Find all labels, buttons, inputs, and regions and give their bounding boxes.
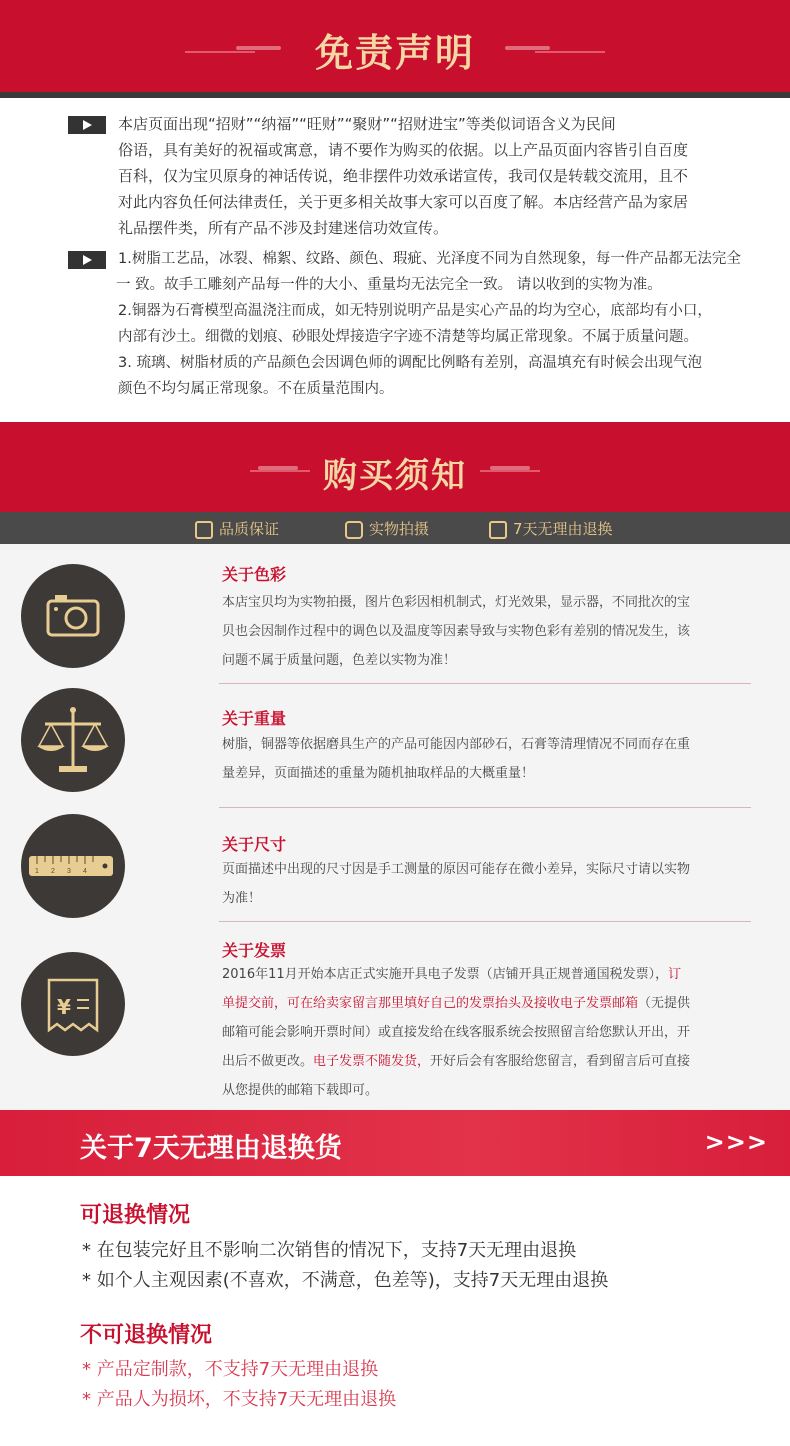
- return-badge: [489, 519, 613, 539]
- receipt-icon: [21, 952, 125, 1056]
- text-line: 对此内容负任何法律责任，关于更多相关故事大家可以百度了解。本店经营产品为家居: [118, 193, 689, 211]
- header-decoration-line: [535, 51, 605, 53]
- non-returnable-item: * 产品人为损坏，不支持7天无理由退换: [82, 1389, 397, 1410]
- ruler-circle: [21, 814, 125, 918]
- section-divider: [219, 683, 751, 684]
- section-divider: [219, 921, 751, 922]
- non-returnable-title: 不可退换情况: [80, 1323, 213, 1348]
- text-line: 邮箱可能会影响开票时间）或直接发给在线客服系统会按照留言给您默认开出，开: [222, 1025, 691, 1040]
- weight-section-text: [222, 730, 762, 788]
- color-section-text: [222, 588, 762, 675]
- invoice-highlight: 电子发票不随发货，: [313, 1054, 431, 1069]
- text-line: 2.铜器为石膏模型高温浇注而成，如无特别说明产品是实心产品的均为空心，底部均有小口，: [118, 303, 712, 319]
- invoice-section-text: [222, 960, 762, 1105]
- returns-title: 关于7天无理由退换货: [80, 1133, 342, 1164]
- purchase-header: [0, 422, 790, 512]
- info-panel: [0, 544, 790, 1110]
- text-line: 百科，仅为宝贝原身的神话传说，绝非摆件功效承诺宣传，我司仅是转载交流用，且不: [118, 167, 689, 185]
- invoice-section-title: 关于发票: [222, 941, 287, 960]
- returnable-item: * 在包装完好且不影响二次销售的情况下，支持7天无理由退换: [82, 1240, 577, 1261]
- arrows-icon: >>>: [704, 1128, 768, 1156]
- returnable-item: * 如个人主观因素(不喜欢，不满意，色差等)，支持7天无理由退换: [82, 1270, 609, 1291]
- invoice-text: （无提供: [638, 996, 691, 1011]
- disclaimer-header: [0, 0, 790, 92]
- ruler-mark: 2: [51, 868, 55, 875]
- ruler-icon: [21, 814, 125, 918]
- quality-icon: [195, 521, 213, 539]
- invoice-highlight: 订: [668, 967, 682, 982]
- header-decoration-dash: [505, 46, 550, 50]
- camera-circle: [21, 564, 125, 668]
- text-line: 量差异，页面描述的重量为随机抽取样品的大概重量！: [222, 766, 535, 781]
- section-divider: [219, 807, 751, 808]
- header-divider: [0, 92, 790, 98]
- invoice-highlight: 单提交前，可在给卖家留言那里填好自己的发票抬头及接收电子发票邮箱: [222, 996, 639, 1011]
- play-marker-icon: [68, 251, 106, 269]
- disclaimer-title: 免责声明: [314, 31, 475, 75]
- scale-circle: [21, 688, 125, 792]
- text-line: 一 致。故手工雕刻产品每一件的大小、重量均无法完全一致。 请以收到的实物为准。: [116, 277, 662, 293]
- color-section-title: 关于色彩: [222, 565, 287, 584]
- text-line: 树脂，铜器等依据磨具生产的产品可能因内部砂石，石膏等清理情况不同而存在重: [222, 737, 691, 752]
- camera-icon: [345, 521, 363, 539]
- text-line: 3. 琉璃、树脂材质的产品颜色会因调色师的调配比例略有差别，高温填充有时候会出现气泡: [118, 355, 702, 371]
- text-line: 内部有沙土。细微的划痕、砂眼处焊接造字字迹不清楚等均属正常现象。不属于质量问题。: [118, 329, 698, 345]
- disclaimer-paragraph-2: [118, 246, 782, 402]
- text-line: 1.树脂工艺品，冰裂、棉絮、纹路、颜色、瑕疵、光泽度不同为自然现象，每一件产品都无法完全: [118, 251, 741, 267]
- badge-label: 品质保证: [219, 520, 280, 538]
- text-line: 页面描述中出现的尺寸因是手工测量的原因可能存在微小差异，实际尺寸请以实物: [222, 862, 691, 877]
- non-returnable-item: * 产品定制款，不支持7天无理由退换: [82, 1359, 379, 1380]
- ruler-mark: 1: [35, 868, 39, 875]
- returns-header: [0, 1110, 790, 1176]
- svg-text:¥: ¥: [57, 995, 71, 1019]
- size-section-text: [222, 855, 762, 913]
- ruler-mark: 4: [83, 868, 87, 875]
- size-section-title: 关于尺寸: [222, 835, 287, 854]
- returnable-title: 可退换情况: [80, 1203, 191, 1228]
- purchase-title: 购买须知: [323, 456, 467, 496]
- badge-label: 7天无理由退换: [513, 520, 613, 538]
- photo-badge: [345, 519, 429, 539]
- text-line: 礼品摆件类，所有产品不涉及封建迷信功效宣传。: [118, 219, 449, 237]
- header-decoration-line: [480, 470, 540, 472]
- seven-day-icon: [489, 521, 507, 539]
- text-line: 本店宝贝均为实物拍摄，图片色彩因相机制式，灯光效果，显示器，不同批次的宝: [222, 595, 691, 610]
- camera-icon: [21, 564, 125, 668]
- text-line: [222, 989, 762, 1018]
- text-line: 为准！: [222, 891, 262, 906]
- balance-scale-icon: [21, 688, 125, 792]
- weight-section-title: 关于重量: [222, 709, 287, 728]
- text-line: 从您提供的邮箱下载即可。: [222, 1083, 379, 1098]
- quality-badge: [195, 519, 279, 539]
- text-line: [222, 960, 762, 989]
- text-line: [222, 1047, 762, 1076]
- invoice-circle: [21, 952, 125, 1056]
- invoice-text: 出后不做更改。: [222, 1054, 314, 1069]
- guarantee-badge-bar: [0, 512, 790, 544]
- text-line: 颜色不均匀属正常现象。不在质量范围内。: [118, 381, 394, 397]
- text-line: 问题不属于质量问题，色差以实物为准！: [222, 653, 457, 668]
- invoice-text: 2016年11月开始本店正式实施开具电子发票（店铺开具正规普通国税发票），: [222, 967, 669, 982]
- play-marker-icon: [68, 116, 106, 134]
- badge-label: 实物拍摄: [369, 520, 430, 538]
- text-line: 贝也会因制作过程中的调色以及温度等因素导致与实物色彩有差别的情况发生，该: [222, 624, 691, 639]
- text-line: 俗语，具有美好的祝福或寓意，请不要作为购买的依据。以上产品页面内容皆引自百度: [118, 141, 689, 159]
- invoice-text: 开好后会有客服给您留言，看到留言后可直接: [430, 1054, 691, 1069]
- ruler-mark: 3: [67, 868, 71, 875]
- disclaimer-paragraph-1: [118, 111, 782, 241]
- text-line: 本店页面出现“招财”“纳福”“旺财”“聚财”“招财进宝”等类似词语含义为民间: [118, 115, 616, 133]
